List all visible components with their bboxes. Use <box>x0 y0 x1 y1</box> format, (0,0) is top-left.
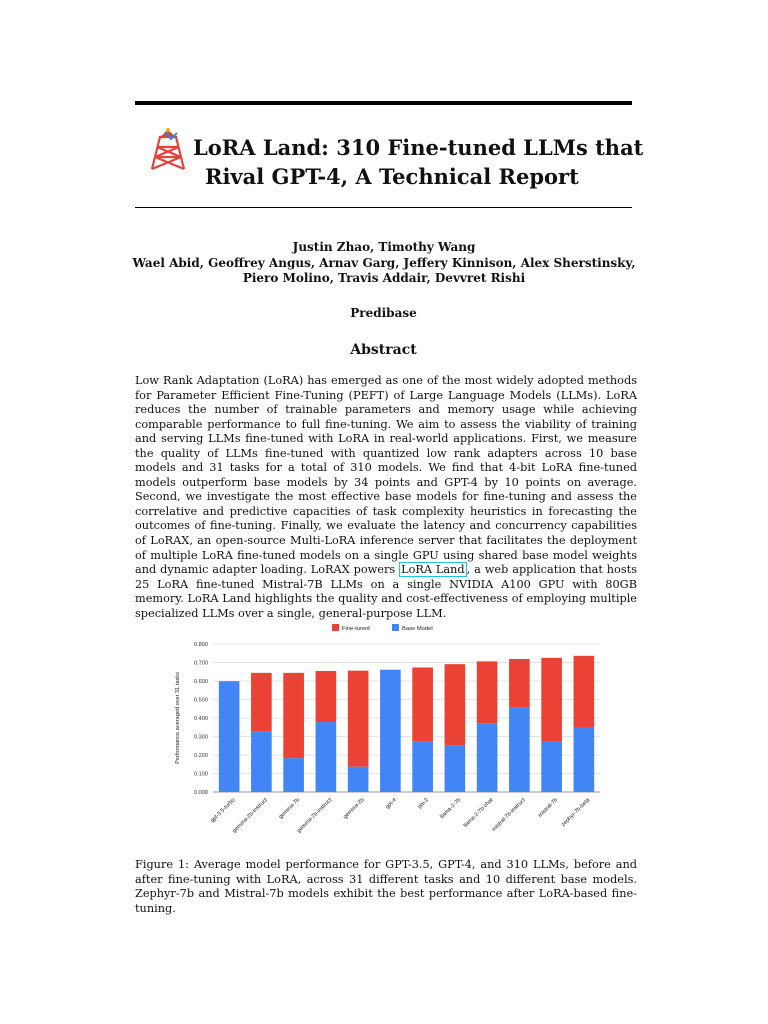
top-rule <box>135 101 632 105</box>
y-axis-label: Performance averaged over 31 tasks <box>175 672 181 764</box>
y-tick-label: 0.100 <box>194 771 208 778</box>
bar-base-gemma-7b-instruct <box>316 722 337 792</box>
x-tick-label: llama-2-7b <box>439 797 463 821</box>
bar-base-llama-2-7b-chat <box>477 723 498 792</box>
bar-finetuned-mistral-7b <box>541 658 562 742</box>
bar-finetuned-gemma-7b-instruct <box>316 671 337 722</box>
y-tick-label: 0.300 <box>194 734 208 741</box>
bar-finetuned-llama-2-7b <box>445 664 466 746</box>
bar-base-phi-2 <box>412 741 433 792</box>
bar-base-gemma-7b <box>283 758 304 792</box>
x-tick-label: gemma-7b-instruct <box>296 797 334 835</box>
x-tick-label: gpt-3.5-turbo <box>209 797 237 825</box>
x-tick-label: gemma-7b <box>277 797 302 821</box>
x-tick-label: llama-2-7b-chat <box>462 797 495 829</box>
y-tick-label: 0.400 <box>194 716 208 722</box>
bar-finetuned-mistral-7b-instruct <box>509 659 530 707</box>
abstract-body <box>135 374 637 621</box>
bar-base-gpt-3.5-turbo <box>219 681 240 792</box>
title-line-2: Rival GPT-4, A Technical Report <box>205 164 579 189</box>
lora-land-logo-icon <box>146 127 190 171</box>
authors-line-1: Justin Zhao, Timothy Wang <box>292 240 476 254</box>
authors-line-3: Piero Molino, Travis Addair, Devvret Rishi <box>242 271 526 285</box>
x-tick-label: phi-2 <box>416 797 431 811</box>
y-tick-label: 0.000 <box>194 790 208 796</box>
legend-label: Base Model <box>402 626 433 632</box>
abstract-text-part1: Low Rank Adaptation (LoRA) has emerged as one of the most widely adopted methods for Parameter Efficient Fine-Tuning (PEFT) of Large Language Models (LLMs). LoRA reduces the number of trainable parameters and memory usage while achieving comparable performance to full fine-tuning. We aim to assess the viability of training and serving LLMs fine-tuned with LoRA in real-world applications. First, we measure the quality of LLMs fine-tuned with quantized low rank adapters across 10 base models and 31 tasks for a total of 310 models. We find that 4-bit LoRA fine-tuned models outperform base models by 34 points and GPT-4 by 10 points on average. Second, we investigate the most effective base models for fine-tuning and assess the correlative and predictive capacities of task complexity heuristics in forecasting the outcomes of fine-tuning. Finally, we evaluate the latency and concurrency capabilities of LoRAX, an open-source Multi-LoRA inference server that facilitates the deployment of multiple LoRA fine-tuned models on a single GPU using shared base model weights and dynamic adapter loading. LoRAX powers <box>135 374 637 577</box>
legend-swatch <box>392 624 399 631</box>
y-tick-label: 0.500 <box>194 697 208 704</box>
bar-finetuned-phi-2 <box>412 667 433 741</box>
bar-finetuned-gemma-7b <box>283 673 304 758</box>
title-line-1: LoRA Land: 310 Fine-tuned LLMs that <box>193 135 644 160</box>
author-list <box>120 240 648 287</box>
abstract-heading: Abstract <box>350 342 417 358</box>
bar-finetuned-gemma-2b <box>348 671 369 767</box>
bar-finetuned-zephyr-7b-beta <box>574 656 595 728</box>
y-tick-label: 0.200 <box>194 753 208 759</box>
performance-bar-chart <box>160 618 610 848</box>
lora-land-link[interactable]: LoRA Land <box>401 563 465 577</box>
bar-base-gemma-2b-instruct <box>251 732 272 792</box>
bar-base-zephyr-7b-beta <box>574 727 595 792</box>
x-tick-label: mistral-7b-instruct <box>491 797 527 833</box>
paper-title <box>193 133 653 191</box>
x-tick-label: gemma-2b <box>342 797 366 821</box>
x-tick-label: gpt-4 <box>384 797 398 811</box>
authors-line-2: Wael Abid, Geoffrey Angus, Arnav Garg, Jeffery Kinnison, Alex Sherstinsky, <box>132 255 636 270</box>
bar-base-llama-2-7b <box>445 746 466 792</box>
x-tick-label: mistral-7b <box>537 797 560 819</box>
bar-base-mistral-7b <box>541 742 562 792</box>
bar-finetuned-gemma-2b-instruct <box>251 673 272 732</box>
title-rule <box>135 207 632 208</box>
abstract-text-part2: , a web application that hosts 25 LoRA fine-tuned Mistral-7B LLMs on a single NVIDIA A100 GPU with 80GB memory. LoRA Land highlights the quality and cost-effectiveness of employing multiple specialized LLMs over a single, general-purpose LLM. <box>135 563 637 620</box>
x-tick-label: gemma-2b-instruct <box>231 797 269 835</box>
legend-swatch <box>332 624 339 631</box>
figure-caption: Figure 1: Average model performance for GPT-3.5, GPT-4, and 310 LLMs, before and after fine-tuning with LoRA, across 31 different tasks and 10 different base models. Zephyr-7b and Mistral-7b models exhibit the best performance after LoRA-based fine-tuning. <box>135 858 637 915</box>
bar-finetuned-llama-2-7b-chat <box>477 661 498 723</box>
bar-base-gemma-2b <box>348 767 369 792</box>
x-tick-label: zephyr-7b-beta <box>560 797 592 829</box>
y-tick-label: 0.700 <box>194 660 208 667</box>
legend-label: Fine-tuned <box>342 626 370 632</box>
y-tick-label: 0.800 <box>194 642 208 648</box>
affiliation: Predibase <box>350 306 417 320</box>
y-tick-label: 0.600 <box>194 679 208 685</box>
bar-base-mistral-7b-instruct <box>509 707 530 792</box>
bar-base-gpt-4 <box>380 670 401 792</box>
